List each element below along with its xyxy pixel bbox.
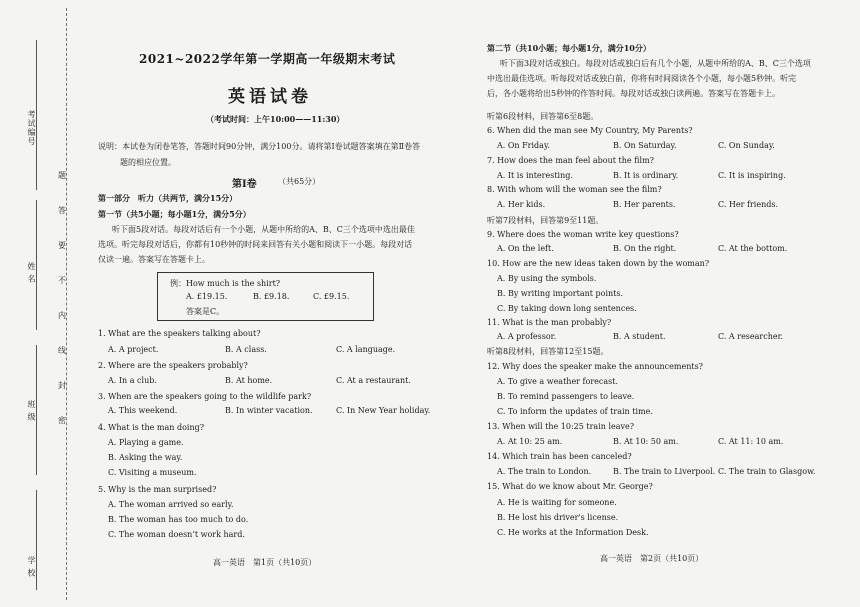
- directions-line: 听下面5段对话。每段对话后有一个小题，从题中所给的A、B、C三个选项中选出最佳: [112, 225, 415, 234]
- question-11: 11. What is the man probably?: [487, 318, 612, 327]
- section2-heading: 第二节（共10小题；每小题1分，满分10分）: [487, 43, 651, 53]
- question-3: 3. When are the speakers going to the wildlife park?: [98, 392, 312, 401]
- option: C. At 11: 10 am.: [718, 437, 784, 446]
- question-7: 7. How does the man feel about the film?: [487, 156, 654, 165]
- question-4: 4. What is the man doing?: [98, 423, 205, 432]
- example-option: C. £9.15.: [313, 292, 350, 301]
- seal-mark: 答: [58, 206, 66, 215]
- option: B. Her parents.: [613, 200, 676, 209]
- question-5: 5. Why is the man surprised?: [98, 485, 217, 494]
- part1-heading: 第一部分 听力（共两节，满分15分）: [98, 193, 238, 203]
- material-heading: 听第8段材料，回答第12至15题。: [487, 347, 609, 356]
- example-box: [157, 272, 374, 321]
- seal-mark: 封: [58, 381, 66, 390]
- option: A. At 10: 25 am.: [497, 437, 563, 446]
- option: B. By writing important points.: [497, 289, 624, 298]
- binding-margin: [0, 0, 78, 607]
- option: C. In New Year holiday.: [336, 406, 431, 415]
- option: A. The woman arrived so early.: [108, 500, 234, 509]
- option: B. The woman has too much to do.: [108, 515, 249, 524]
- option: C. At a restaurant.: [336, 376, 411, 385]
- option: B. It is ordinary.: [613, 171, 679, 180]
- option: A. It is interesting.: [497, 171, 573, 180]
- option: C. Her friends.: [718, 200, 778, 209]
- seal-mark: 密: [58, 416, 66, 425]
- class-underline: [36, 345, 37, 475]
- example-answer: 答案是C。: [186, 307, 225, 316]
- name-underline: [36, 200, 37, 330]
- option: B. On the right.: [613, 244, 677, 253]
- option: C. To inform the updates of train time.: [497, 407, 653, 416]
- option: A. By using the symbols.: [497, 274, 597, 283]
- exam-time: （考试时间：上午10:00——11:30）: [206, 114, 345, 124]
- example-option: A. £19.15.: [186, 292, 228, 301]
- option: A. Playing a game.: [108, 438, 184, 447]
- seal-line: [66, 8, 67, 600]
- material-heading: 听第6段材料，回答第6至8题。: [487, 112, 599, 121]
- option: C. The train to Glasgow.: [718, 467, 816, 476]
- option: C. The woman doesn’t work hard.: [108, 530, 245, 539]
- option: A. This weekend.: [108, 406, 178, 415]
- option: C. He works at the Information Desk.: [497, 528, 649, 537]
- option: B. A student.: [613, 332, 666, 341]
- volume-score: （共65分）: [278, 177, 321, 186]
- school-label: 学 校: [27, 556, 36, 578]
- option: B. A class.: [225, 345, 267, 354]
- question-1: 1. What are the speakers talking about?: [98, 329, 261, 338]
- option: C. On Sunday.: [718, 141, 775, 150]
- name-label: 姓 名: [27, 262, 36, 284]
- option: B. Asking the way.: [108, 453, 183, 462]
- question-8: 8. With whom will the woman see the film?: [487, 185, 662, 194]
- option: A. In a club.: [108, 376, 157, 385]
- question-15: 15. What do we know about Mr. George?: [487, 482, 653, 491]
- example-option: B. £9.18.: [253, 292, 290, 301]
- material-heading: 听第7段材料，回答第9至11题。: [487, 216, 604, 225]
- exam-title: 2021~2022学年第一学期高一年级期末考试: [139, 52, 396, 66]
- option: C. At the bottom.: [718, 244, 788, 253]
- option: B. At home.: [225, 376, 273, 385]
- volume-title: 第Ⅰ卷: [232, 179, 257, 190]
- option: B. At 10: 50 am.: [613, 437, 679, 446]
- instructions-line-2: 题的相应位置。: [120, 158, 176, 167]
- question-13: 13. When will the 10:25 train leave?: [487, 422, 635, 431]
- page-footer-left: 高一英语 第1页（共10页）: [213, 558, 317, 567]
- option: B. The train to Liverpool.: [613, 467, 716, 476]
- option: C. A researcher.: [718, 332, 784, 341]
- directions-line: 选项。听完每段对话后，你都有10秒钟的时间来回答有关小题和阅读下一小题。每段对话: [98, 240, 413, 249]
- option: B. On Saturday.: [613, 141, 677, 150]
- question-12: 12. Why does the speaker make the announcements?: [487, 362, 703, 371]
- example-question: 例：How much is the shirt?: [170, 279, 281, 288]
- option: B. To remind passengers to leave.: [497, 392, 635, 401]
- directions-line: 听下面3段对话或独白。每段对话或独白后有几个小题，从题中所给的A、B、C三个选项: [500, 59, 811, 68]
- option: A. On Friday.: [497, 141, 550, 150]
- question-10: 10. How are the new ideas taken down by the woman?: [487, 259, 710, 268]
- option: B. In winter vacation.: [225, 406, 313, 415]
- question-6: 6. When did the man see My Country, My Parents?: [487, 126, 693, 135]
- seal-mark: 不: [58, 276, 66, 285]
- seal-mark: 线: [58, 346, 66, 355]
- seal-mark: 题: [58, 171, 66, 180]
- seal-mark: 内: [58, 311, 66, 320]
- exam-number-label: 考试编号: [27, 110, 36, 146]
- seal-mark: 要: [58, 241, 66, 250]
- option: C. A language.: [336, 345, 396, 354]
- option: A. A project.: [108, 345, 159, 354]
- option: A. He is waiting for someone.: [497, 498, 617, 507]
- option: A. The train to London.: [497, 467, 592, 476]
- question-14: 14. Which train has been canceled?: [487, 452, 632, 461]
- question-9: 9. Where does the woman write key questions?: [487, 230, 679, 239]
- class-label: 班 级: [27, 400, 36, 422]
- option: A. To give a weather forecast.: [497, 377, 618, 386]
- directions-line: 中选出最佳选项。听每段对话或独白前，你将有时间阅读各个小题，每小题5秒钟。听完: [487, 74, 797, 83]
- option: C. Visiting a museum.: [108, 468, 197, 477]
- subject-title: 英语试卷: [228, 87, 312, 107]
- option: C. By taking down long sentences.: [497, 304, 637, 313]
- directions-line: 后，各小题将给出5秒钟的作答时间。每段对话或独白读两遍。答案写在答题卡上。: [487, 89, 781, 98]
- option: B. He lost his driver's license.: [497, 513, 619, 522]
- question-2: 2. Where are the speakers probably?: [98, 361, 248, 370]
- school-underline: [36, 490, 37, 590]
- instructions-line-1: 说明：本试卷为闭卷笔答，答题时间90分钟，满分100分。请将第Ⅰ卷试题答案填在第Ⅱ卷答: [98, 142, 421, 151]
- option: A. Her kids.: [497, 200, 546, 209]
- option: A. A professor.: [497, 332, 557, 341]
- option: C. It is inspiring.: [718, 171, 786, 180]
- directions-line: 仅读一遍。答案写在答题卡上。: [98, 255, 210, 264]
- option: A. On the left.: [497, 244, 554, 253]
- section1-heading: 第一节（共5小题；每小题1分，满分5分）: [98, 209, 251, 219]
- page-footer-right: 高一英语 第2页（共10页）: [600, 554, 704, 563]
- exam-number-underline: [36, 40, 37, 190]
